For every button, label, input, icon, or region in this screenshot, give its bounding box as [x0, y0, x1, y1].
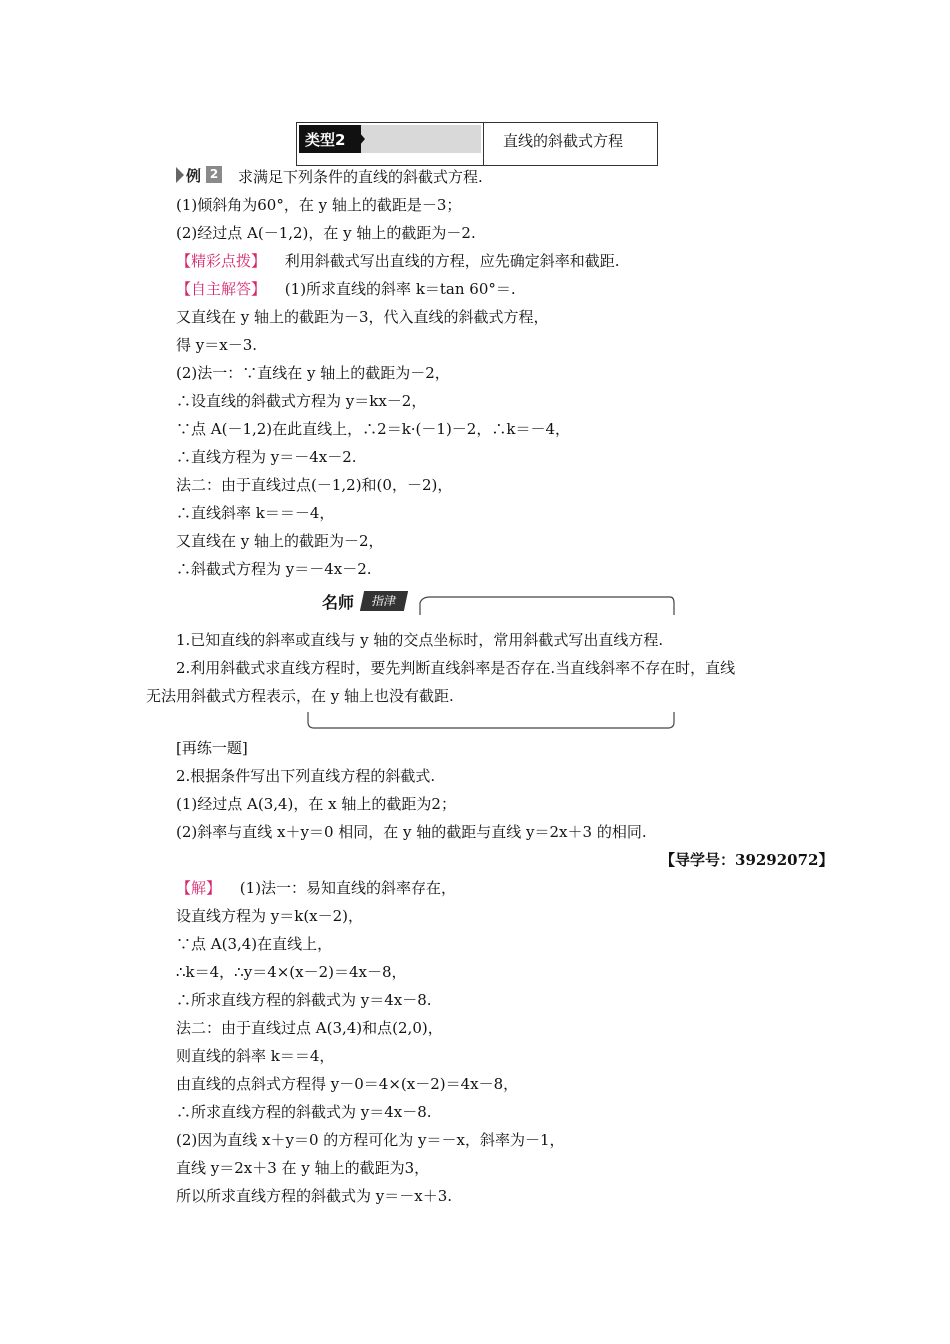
type-arrow-icon: [353, 125, 365, 153]
solution-line: ∴斜截式方程为 y＝－4x－2.: [176, 560, 372, 578]
solution-tag: 【自主解答】: [176, 280, 267, 298]
answer-first: (1)法一：易知直线的斜率存在，: [239, 879, 457, 897]
answer-line: 法二：由于直线过点 A(3,4)和点(2,0)，: [176, 1019, 443, 1037]
solution-line: ∴直线斜率 k＝＝－4，: [176, 504, 335, 522]
type-label-gray-bar: [361, 125, 481, 153]
guide-paragraph-2b: 无法用斜截式方程表示，在 y 轴上也没有截距.: [146, 687, 454, 705]
guide-title: 名师: [322, 593, 355, 612]
hint-line: [176, 251, 620, 271]
guide-paragraph-2a: 2.利用斜截式求直线方程时，要先判断直线斜率是否存在.当直线斜率不存在时，直线: [176, 659, 736, 677]
example-item-2: (2)经过点 A(－1,2)，在 y 轴上的截距为－2.: [176, 224, 476, 242]
type-label: 类型2: [305, 131, 346, 149]
guide-tag: 指津: [360, 591, 408, 611]
guide-frame-bottom: [306, 710, 676, 730]
solution-line: 法二：由于直线过点(－1,2)和(0，－2)，: [176, 476, 453, 494]
answer-tag: 【解】: [176, 879, 222, 897]
answer-line: ∴所求直线方程的斜截式为 y＝4x－8.: [176, 1103, 432, 1121]
solution-line: ∴直线方程为 y＝－4x－2.: [176, 448, 357, 466]
answer-line: ∵点 A(3,4)在直线上，: [176, 935, 333, 953]
hint-text: 利用斜截式写出直线的方程，应先确定斜率和截距.: [284, 252, 620, 270]
solution-first: (1)所求直线的斜率 k＝tan 60°＝.: [284, 280, 516, 298]
answer-line: 设直线方程为 y＝k(x－2)，: [176, 907, 364, 925]
example-badge-char: 例: [186, 167, 202, 185]
solution-first-line: [176, 279, 516, 299]
answer-line: 由直线的点斜式方程得 y－0＝4×(x－2)＝4x－8，: [176, 1075, 519, 1093]
answer-line: 所以所求直线方程的斜截式为 y＝－x＋3.: [176, 1187, 453, 1205]
practice-item-1: (1)经过点 A(3,4)，在 x 轴上的截距为2；: [176, 795, 456, 813]
practice-item-2: (2)斜率与直线 x＋y＝0 相同，在 y 轴的截距与直线 y＝2x＋3 的相同.: [176, 823, 647, 841]
example-arrow-icon: [176, 167, 184, 183]
solution-line: 又直线在 y 轴上的截距为－2，: [176, 532, 384, 550]
solution-line: 得 y＝x－3.: [176, 336, 258, 354]
practice-question: 2.根据条件写出下列直线方程的斜截式.: [176, 767, 436, 785]
solution-line: (2)法一：∵直线在 y 轴上的截距为－2，: [176, 364, 450, 382]
answer-line: ∴所求直线方程的斜截式为 y＝4x－8.: [176, 991, 432, 1009]
example-item-1: (1)倾斜角为60°，在 y 轴上的截距是－3；: [176, 196, 462, 214]
solution-line: ∴设直线的斜截式方程为 y＝kx－2，: [176, 392, 427, 410]
answer-line: (2)因为直线 x＋y＝0 的方程可化为 y＝－x，斜率为－1，: [176, 1131, 565, 1149]
example-badge-number: 2: [206, 166, 222, 183]
hint-tag: 【精彩点拨】: [176, 252, 267, 270]
answer-line: ∴k＝4，∴y＝4×(x－2)＝4x－8，: [176, 963, 407, 981]
answer-first-line: [176, 878, 456, 898]
section-type-box: [296, 122, 658, 166]
guide-paragraph-1: 1.已知直线的斜率或直线与 y 轴的交点坐标时，常用斜截式写出直线方程.: [176, 631, 664, 649]
solution-line: 又直线在 y 轴上的截距为－3，代入直线的斜截式方程，: [176, 308, 549, 326]
example-question: 求满足下列条件的直线的斜截式方程.: [238, 168, 483, 186]
type-divider: [483, 123, 484, 165]
answer-line: 直线 y＝2x＋3 在 y 轴上的截距为3，: [176, 1159, 430, 1177]
answer-line: 则直线的斜率 k＝＝4，: [176, 1047, 335, 1065]
practice-reference-number: 【导学号：39292072】: [660, 851, 834, 869]
solution-line: ∵点 A(－1,2)在此直线上，∴2＝k·(－1)－2，∴k＝－4，: [176, 420, 570, 438]
type-title: 直线的斜截式方程: [503, 132, 624, 150]
example-badge: [176, 165, 224, 185]
practice-heading: [再练一题]: [176, 739, 248, 757]
